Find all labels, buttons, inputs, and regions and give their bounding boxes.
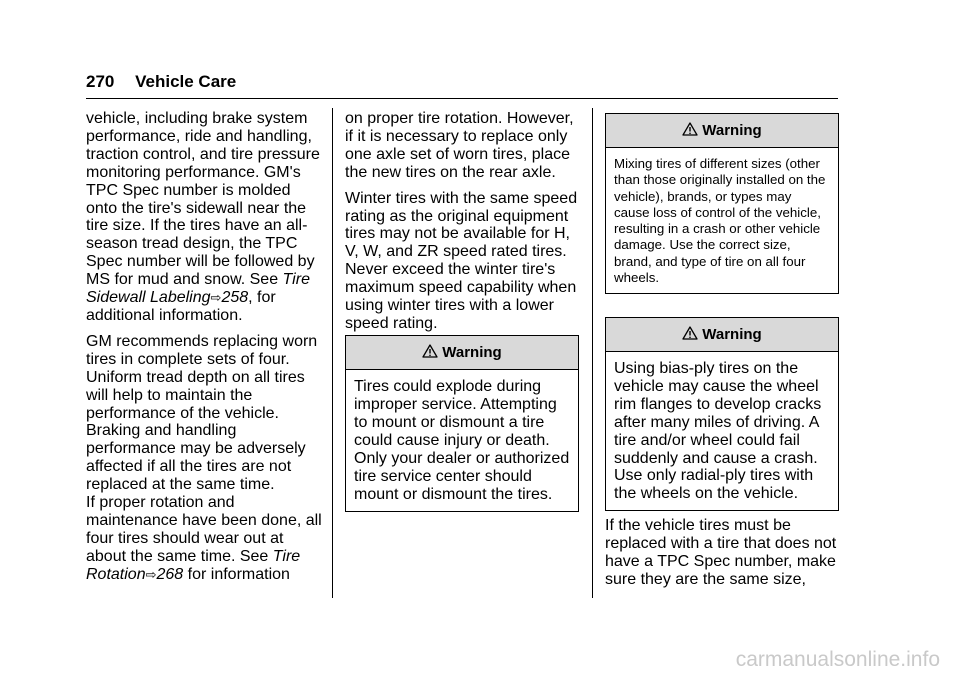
warning-box [345,335,579,512]
paragraph-text: If proper rotation and maintenance have been done, all four tires should wear out at about the same time. See [86,494,322,565]
paragraph: Winter tires with the same speed rating as the original equipment tires may not be available for H, V, W, and ZR speed rated tires. Never exceed the winter tire's maximum speed capability when using winter tires with a lower speed rating. [345,189,578,332]
warning-title: Warning [442,344,502,361]
warning-triangle-icon [422,344,438,358]
warning-header [606,318,838,352]
page-arrow-icon: ⇨ [210,290,222,306]
paragraph [86,494,326,584]
page-header [86,72,236,92]
warning-box [605,113,839,294]
watermark: carmanualsonline.info [735,648,940,671]
page-reference[interactable]: 258 [221,289,249,307]
paragraph: If the vehicle tires must be replaced with a tire that does not have a TPC Spec number, make sure they are the same size, [605,517,837,588]
warning-text: Tires could explode during improper service. Attempting to mount or dismount a tire could cause injury or death. Only your dealer or authorized tire service center should mount or dismount the tires. [354,378,570,503]
warning-text: Using bias-ply tires on the vehicle may cause the wheel rim flanges to develop cracks after many miles of driving. A tire and/or wheel could fail suddenly and cause a crash. Use only radial-ply tires with the wheels on the vehicle. [614,360,822,503]
section-title: Vehicle Care [135,72,237,91]
paragraph-text: for information [183,565,290,583]
column-middle [345,110,581,341]
warning-title: Warning [702,326,762,343]
paragraph-text: , for additional information. [86,289,276,324]
tire-sidewall-labeling-link[interactable]: Tire Sidewall Labeling [86,271,310,307]
warning-box [605,317,839,511]
paragraph: GM recommends replacing worn tires in complete sets of four. Uniform tread depth on all tires will help to maintain the performance of the vehicle. Braking and handling performance may be adversely affected if all the tires are not replaced at the same time. [86,332,318,494]
warning-header [606,114,838,148]
header-rule [86,98,838,99]
page-arrow-icon: ⇨ [145,566,157,582]
column-left [86,110,326,592]
page-reference[interactable]: 268 [156,565,184,583]
warning-header [346,336,578,370]
column-divider [332,108,333,598]
warning-title: Warning [702,122,762,139]
paragraph: on proper tire rotation. However, if it is necessary to replace only one axle set of worn tires, place the new tires on the rear axle. [345,110,574,181]
paragraph [86,110,326,325]
paragraph-text: vehicle, including brake system performance, ride and handling, traction control, and tire pressure monitoring performance. GM's TPC Spec number is molded onto the tire's sidewall near the tire size. If the tires have an all-season tread design, the TPC Spec number will be followed by MS for mud and snow. See [86,110,320,289]
tire-rotation-link[interactable]: Tire Rotation [86,547,301,583]
page-number: 270 [86,72,115,91]
column-right-text [605,517,845,597]
warning-text: Mixing tires of different sizes (other than those originally installed on the vehicle), brands, or types may cause loss of control of the vehicle, resulting in a crash or other vehicle damage. Use the correct size, brand, and type of tire on all four wheels. [614,156,826,286]
column-divider [592,108,593,598]
warning-triangle-icon [682,122,698,136]
warning-triangle-icon [682,326,698,340]
